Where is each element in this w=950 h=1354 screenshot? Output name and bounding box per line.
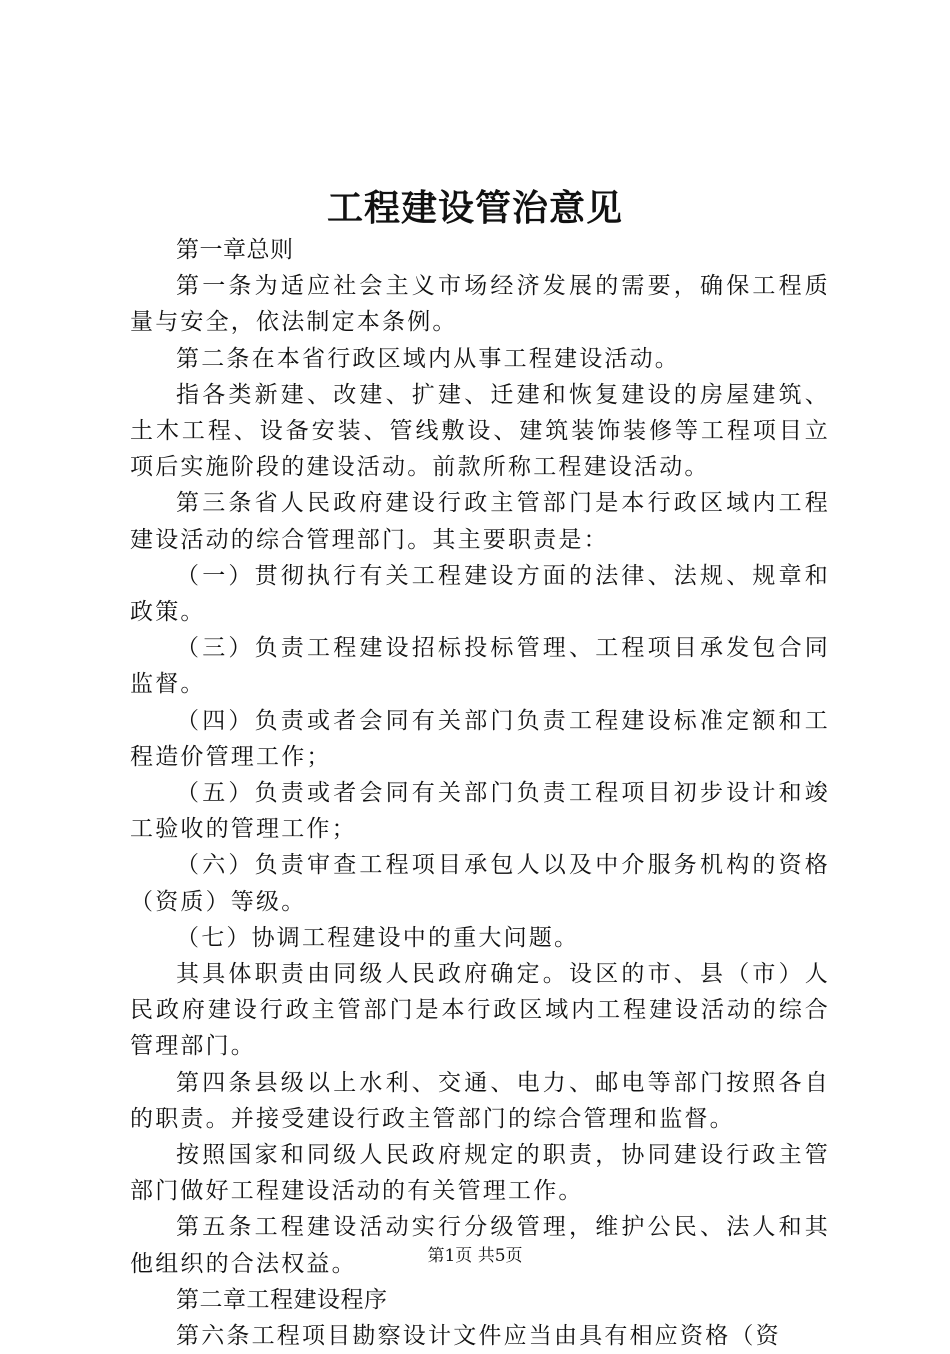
chapter-heading: 第一章总则: [176, 237, 294, 263]
document-body: [130, 232, 830, 1354]
paragraph: 第二条在本省行政区域内从事工程建设活动。: [176, 345, 680, 372]
list-item: （三）负责工程建设招标投标管理、工程项目承发包合同监督。: [130, 635, 830, 698]
list-item: （五）负责或者会同有关部门负责工程项目初步设计和竣工验收的管理工作；: [130, 780, 830, 843]
list-item: （六）负责审查工程项目承包人以及中介服务机构的资格（资质）等级。: [130, 852, 830, 915]
paragraph: 第五条工程建设活动实行分级管理，维护公民、法人和其他组织的合法权益。: [130, 1214, 830, 1277]
paragraph: 第六条工程项目勘察设计文件应当由具有相应资格（资: [176, 1323, 781, 1350]
list-item: （一）贯彻执行有关工程建设方面的法律、法规、规章和政策。: [130, 562, 830, 626]
chapter-heading: 第二章工程建设程序: [176, 1286, 388, 1313]
page-title: 工程建设管治意见: [326, 187, 623, 229]
paragraph: 第一条为适应社会主义市场经济发展的需要，确保工程质量与安全，依法制定本条例。: [130, 273, 830, 336]
paragraph: 按照国家和同级人民政府规定的职责，协同建设行政主管部门做好工程建设活动的有关管理工作。: [130, 1142, 830, 1205]
list-item: （四）负责或者会同有关部门负责工程建设标准定额和工程造价管理工作；: [130, 707, 830, 770]
paragraph: 第三条省人民政府建设行政主管部门是本行政区域内工程建设活动的综合管理部门。其主要职责是：: [130, 490, 830, 553]
page-number: 第1页 共5页: [427, 1246, 523, 1266]
paragraph: 第四条县级以上水利、交通、电力、邮电等部门按照各自的职责。并接受建设行政主管部门的综合管理和监督。: [130, 1069, 830, 1132]
list-item: （七）协调工程建设中的重大问题。: [176, 924, 580, 951]
paragraph: 其具体职责由同级人民政府确定。设区的市、县（市）人民政府建设行政主管部门是本行政区域内工程建设活动的综合管理部门。: [130, 961, 830, 1060]
paragraph: 指各类新建、改建、扩建、迁建和恢复建设的房屋建筑、土木工程、设备安装、管线敷设、建筑装饰装修等工程项目立项后实施阶段的建设活动。前款所称工程建设活动。: [130, 381, 830, 481]
